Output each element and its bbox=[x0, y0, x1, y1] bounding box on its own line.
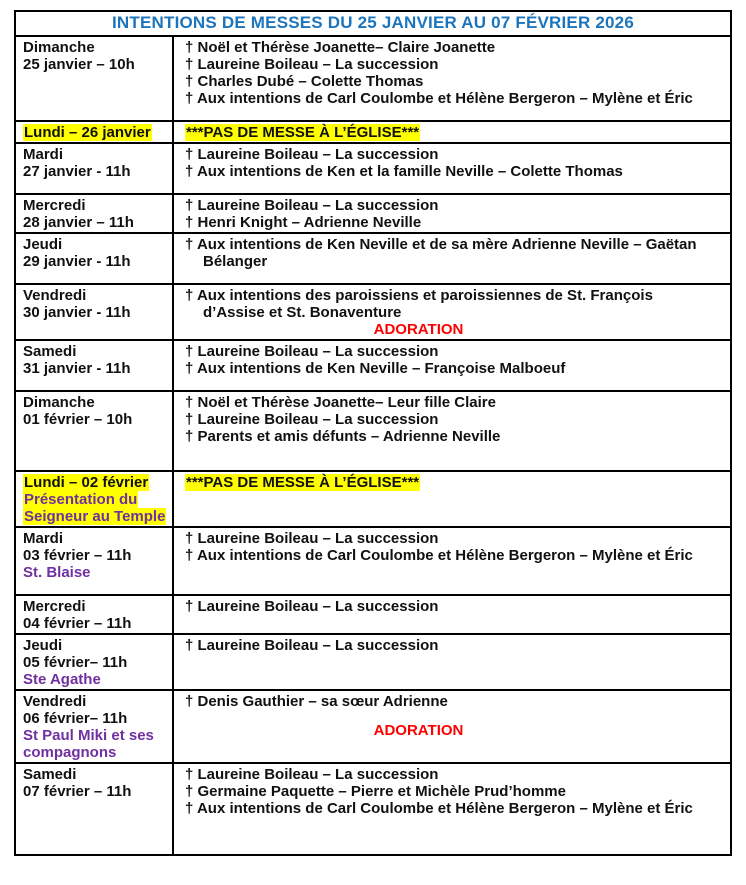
intentions-cell bbox=[174, 122, 730, 142]
intention-text bbox=[185, 104, 189, 121]
intention-line bbox=[185, 722, 722, 739]
day-text: 28 janvier – 11h bbox=[23, 214, 134, 231]
intention-line bbox=[185, 197, 722, 214]
intention-text: † Charles Dubé – Colette Thomas bbox=[185, 73, 424, 90]
day-line bbox=[23, 564, 166, 581]
table-body bbox=[16, 37, 730, 854]
intention-text: † Laureine Boileau – La succession bbox=[185, 146, 439, 163]
table-row bbox=[16, 472, 730, 528]
intention-text: † Germaine Paquette – Pierre et Michèle Prud’homme bbox=[185, 783, 566, 800]
day-cell bbox=[16, 528, 174, 594]
day-line bbox=[23, 598, 166, 615]
day-line bbox=[23, 394, 166, 411]
day-line bbox=[23, 727, 166, 744]
intentions-cell bbox=[174, 341, 730, 390]
day-text bbox=[23, 578, 27, 595]
day-line bbox=[23, 56, 166, 73]
intention-text: † Aux intentions des paroissiens et paroissiennes de St. François bbox=[185, 287, 653, 304]
day-text: Mercredi bbox=[23, 197, 86, 214]
intention-line bbox=[185, 360, 722, 377]
day-line bbox=[23, 474, 166, 491]
day-line bbox=[23, 766, 166, 783]
intentions-cell bbox=[174, 144, 730, 193]
table-title bbox=[16, 12, 730, 37]
day-text: Vendredi bbox=[23, 693, 87, 710]
day-text: 04 février – 11h bbox=[23, 615, 132, 632]
day-line bbox=[23, 214, 166, 231]
day-line bbox=[23, 39, 166, 56]
intention-text: † Laureine Boileau – La succession bbox=[185, 411, 439, 428]
table-row bbox=[16, 764, 730, 854]
day-line bbox=[23, 491, 166, 508]
day-text: 07 février – 11h bbox=[23, 783, 132, 800]
table-row bbox=[16, 528, 730, 596]
intention-text bbox=[185, 177, 189, 194]
intention-line bbox=[185, 287, 722, 304]
day-line bbox=[23, 671, 166, 688]
day-text: Jeudi bbox=[23, 637, 63, 654]
day-text: 05 février– 11h bbox=[23, 654, 128, 671]
intention-line bbox=[185, 236, 722, 253]
day-cell bbox=[16, 764, 174, 854]
intentions-cell bbox=[174, 596, 730, 633]
day-line bbox=[23, 411, 166, 428]
day-cell bbox=[16, 596, 174, 633]
intention-text: † Aux intentions de Ken Neville – Françoise Malboeuf bbox=[185, 360, 566, 377]
intention-text: † Noël et Thérèse Joanette– Claire Joanette bbox=[185, 39, 496, 56]
intention-line bbox=[185, 474, 722, 491]
day-text: St. Blaise bbox=[23, 564, 91, 581]
intention-line bbox=[185, 817, 722, 829]
intentions-cell bbox=[174, 691, 730, 762]
table-row bbox=[16, 37, 730, 122]
intention-line bbox=[185, 428, 722, 445]
intentions-cell bbox=[174, 37, 730, 120]
intention-line bbox=[185, 457, 722, 469]
table-row bbox=[16, 392, 730, 472]
day-text: 25 janvier – 10h bbox=[23, 56, 135, 73]
table-row bbox=[16, 234, 730, 285]
intention-text bbox=[185, 838, 189, 855]
day-text: Lundi – 02 février bbox=[24, 474, 149, 491]
day-line bbox=[23, 146, 166, 163]
day-line bbox=[23, 343, 166, 360]
day-cell bbox=[16, 392, 174, 470]
day-line bbox=[23, 547, 166, 564]
intention-line bbox=[185, 693, 722, 710]
intention-line bbox=[185, 841, 722, 853]
intention-line bbox=[185, 547, 722, 564]
intention-text: d’Assise et St. Bonaventure bbox=[203, 304, 402, 321]
intention-line bbox=[185, 710, 722, 722]
intention-text: † Aux intentions de Carl Coulombe et Hélène Bergeron – Mylène et Éric bbox=[185, 90, 693, 107]
day-text: 31 janvier - 11h bbox=[23, 360, 131, 377]
intention-line bbox=[185, 73, 722, 90]
day-cell bbox=[16, 472, 174, 526]
intention-text: † Laureine Boileau – La succession bbox=[185, 766, 439, 783]
intention-line bbox=[185, 445, 722, 457]
day-line bbox=[23, 783, 166, 800]
intention-line bbox=[185, 56, 722, 73]
day-text: Mercredi bbox=[23, 598, 86, 615]
day-text: 27 janvier - 11h bbox=[23, 163, 131, 180]
intention-line bbox=[185, 214, 722, 231]
intention-text: † Henri Knight – Adrienne Neville bbox=[185, 214, 422, 231]
day-line bbox=[23, 197, 166, 214]
intentions-cell bbox=[174, 285, 730, 339]
intention-line bbox=[185, 377, 722, 389]
intention-line bbox=[185, 598, 722, 615]
table-row bbox=[16, 144, 730, 195]
table-row bbox=[16, 122, 730, 144]
intention-line bbox=[185, 39, 722, 56]
table-row bbox=[16, 691, 730, 764]
intention-line bbox=[185, 394, 722, 411]
intention-text: Bélanger bbox=[203, 253, 268, 270]
day-text: 29 janvier - 11h bbox=[23, 253, 131, 270]
day-line bbox=[23, 637, 166, 654]
intentions-cell bbox=[174, 392, 730, 470]
document-page bbox=[0, 10, 746, 885]
day-text: 06 février– 11h bbox=[23, 710, 128, 727]
day-line bbox=[23, 710, 166, 727]
intention-line bbox=[185, 146, 722, 163]
day-cell bbox=[16, 635, 174, 689]
intention-text: † Parents et amis défunts – Adrienne Neville bbox=[185, 428, 501, 445]
intention-text: † Laureine Boileau – La succession bbox=[185, 637, 439, 654]
day-text: Samedi bbox=[23, 343, 77, 360]
mass-intentions-table bbox=[14, 10, 732, 856]
intentions-cell bbox=[174, 528, 730, 594]
intention-line bbox=[185, 343, 722, 360]
day-cell bbox=[16, 37, 174, 120]
intention-text: ***PAS DE MESSE À L’ÉGLISE*** bbox=[186, 124, 420, 141]
day-text: Samedi bbox=[23, 766, 77, 783]
table-row bbox=[16, 195, 730, 234]
day-text: Vendredi bbox=[23, 287, 87, 304]
intention-text: † Laureine Boileau – La succession bbox=[185, 343, 439, 360]
intention-line bbox=[185, 321, 722, 338]
day-cell bbox=[16, 234, 174, 283]
intention-text bbox=[185, 267, 189, 284]
intention-line bbox=[185, 783, 722, 800]
day-text: Dimanche bbox=[23, 394, 95, 411]
day-line bbox=[23, 530, 166, 547]
table-title-text: INTENTIONS DE MESSES DU 25 JANVIER AU 07 FÉVRIER 2026 bbox=[111, 13, 634, 32]
day-text: Ste Agathe bbox=[23, 671, 101, 688]
intentions-cell bbox=[174, 195, 730, 232]
intention-text: † Laureine Boileau – La succession bbox=[185, 56, 439, 73]
day-text: 01 février – 10h bbox=[23, 411, 133, 428]
day-line bbox=[23, 287, 166, 304]
intention-text: † Laureine Boileau – La succession bbox=[185, 530, 439, 547]
intention-line bbox=[185, 180, 722, 192]
day-cell bbox=[16, 122, 174, 142]
day-text: 30 janvier - 11h bbox=[23, 304, 131, 321]
intention-text bbox=[185, 707, 189, 724]
day-line bbox=[23, 508, 166, 525]
intention-line bbox=[185, 90, 722, 107]
intention-text: † Noël et Thérèse Joanette– Leur fille Claire bbox=[185, 394, 496, 411]
day-text: Mardi bbox=[23, 146, 64, 163]
intention-text: ADORATION bbox=[373, 722, 464, 739]
intention-line bbox=[185, 163, 722, 180]
day-text: Seigneur au Temple bbox=[24, 508, 166, 525]
day-cell bbox=[16, 285, 174, 339]
intention-text bbox=[185, 454, 189, 471]
intention-text: † Aux intentions de Ken et la famille Neville – Colette Thomas bbox=[185, 163, 623, 180]
intention-text: † Laureine Boileau – La succession bbox=[185, 197, 439, 214]
day-line bbox=[23, 654, 166, 671]
day-line bbox=[23, 304, 166, 321]
intentions-cell bbox=[174, 234, 730, 283]
day-line bbox=[23, 615, 166, 632]
day-text: Dimanche bbox=[23, 39, 95, 56]
intention-line bbox=[185, 411, 722, 428]
table-row bbox=[16, 596, 730, 635]
day-text: Jeudi bbox=[23, 236, 63, 253]
day-cell bbox=[16, 195, 174, 232]
intention-text: ***PAS DE MESSE À L’ÉGLISE*** bbox=[186, 474, 420, 491]
intention-text: † Laureine Boileau – La succession bbox=[185, 598, 439, 615]
intentions-cell bbox=[174, 472, 730, 526]
day-cell bbox=[16, 341, 174, 390]
intention-line bbox=[185, 637, 722, 654]
intention-line bbox=[185, 766, 722, 783]
intention-text: ADORATION bbox=[373, 321, 464, 338]
day-line bbox=[23, 744, 166, 761]
intention-line bbox=[185, 107, 722, 119]
day-line bbox=[23, 124, 166, 141]
day-line bbox=[23, 253, 166, 270]
intention-line bbox=[185, 530, 722, 547]
intention-line bbox=[185, 124, 722, 141]
day-text: Lundi – 26 janvier bbox=[24, 124, 151, 141]
table-row bbox=[16, 341, 730, 392]
day-line bbox=[23, 581, 166, 593]
day-text: compagnons bbox=[23, 744, 117, 761]
intention-line bbox=[185, 253, 722, 270]
intentions-cell bbox=[174, 635, 730, 689]
intention-text bbox=[185, 374, 189, 391]
day-line bbox=[23, 693, 166, 710]
day-text: Présentation du bbox=[24, 491, 138, 508]
intention-line bbox=[185, 304, 722, 321]
day-text: Mardi bbox=[23, 530, 64, 547]
table-row bbox=[16, 635, 730, 691]
day-text: St Paul Miki et ses bbox=[23, 727, 154, 744]
table-row bbox=[16, 285, 730, 341]
intention-text: † Denis Gauthier – sa sœur Adrienne bbox=[185, 693, 448, 710]
day-text: 03 février – 11h bbox=[23, 547, 132, 564]
day-line bbox=[23, 163, 166, 180]
day-cell bbox=[16, 691, 174, 762]
intention-line bbox=[185, 800, 722, 817]
intention-text: † Aux intentions de Carl Coulombe et Hélène Bergeron – Mylène et Éric bbox=[185, 547, 693, 564]
intention-text: † Aux intentions de Carl Coulombe et Hélène Bergeron – Mylène et Éric bbox=[185, 800, 693, 817]
intentions-cell bbox=[174, 764, 730, 854]
day-cell bbox=[16, 144, 174, 193]
day-line bbox=[23, 360, 166, 377]
intention-text: † Aux intentions de Ken Neville et de sa mère Adrienne Neville – Gaëtan bbox=[185, 236, 697, 253]
intention-line bbox=[185, 829, 722, 841]
day-line bbox=[23, 236, 166, 253]
intention-line bbox=[185, 270, 722, 282]
